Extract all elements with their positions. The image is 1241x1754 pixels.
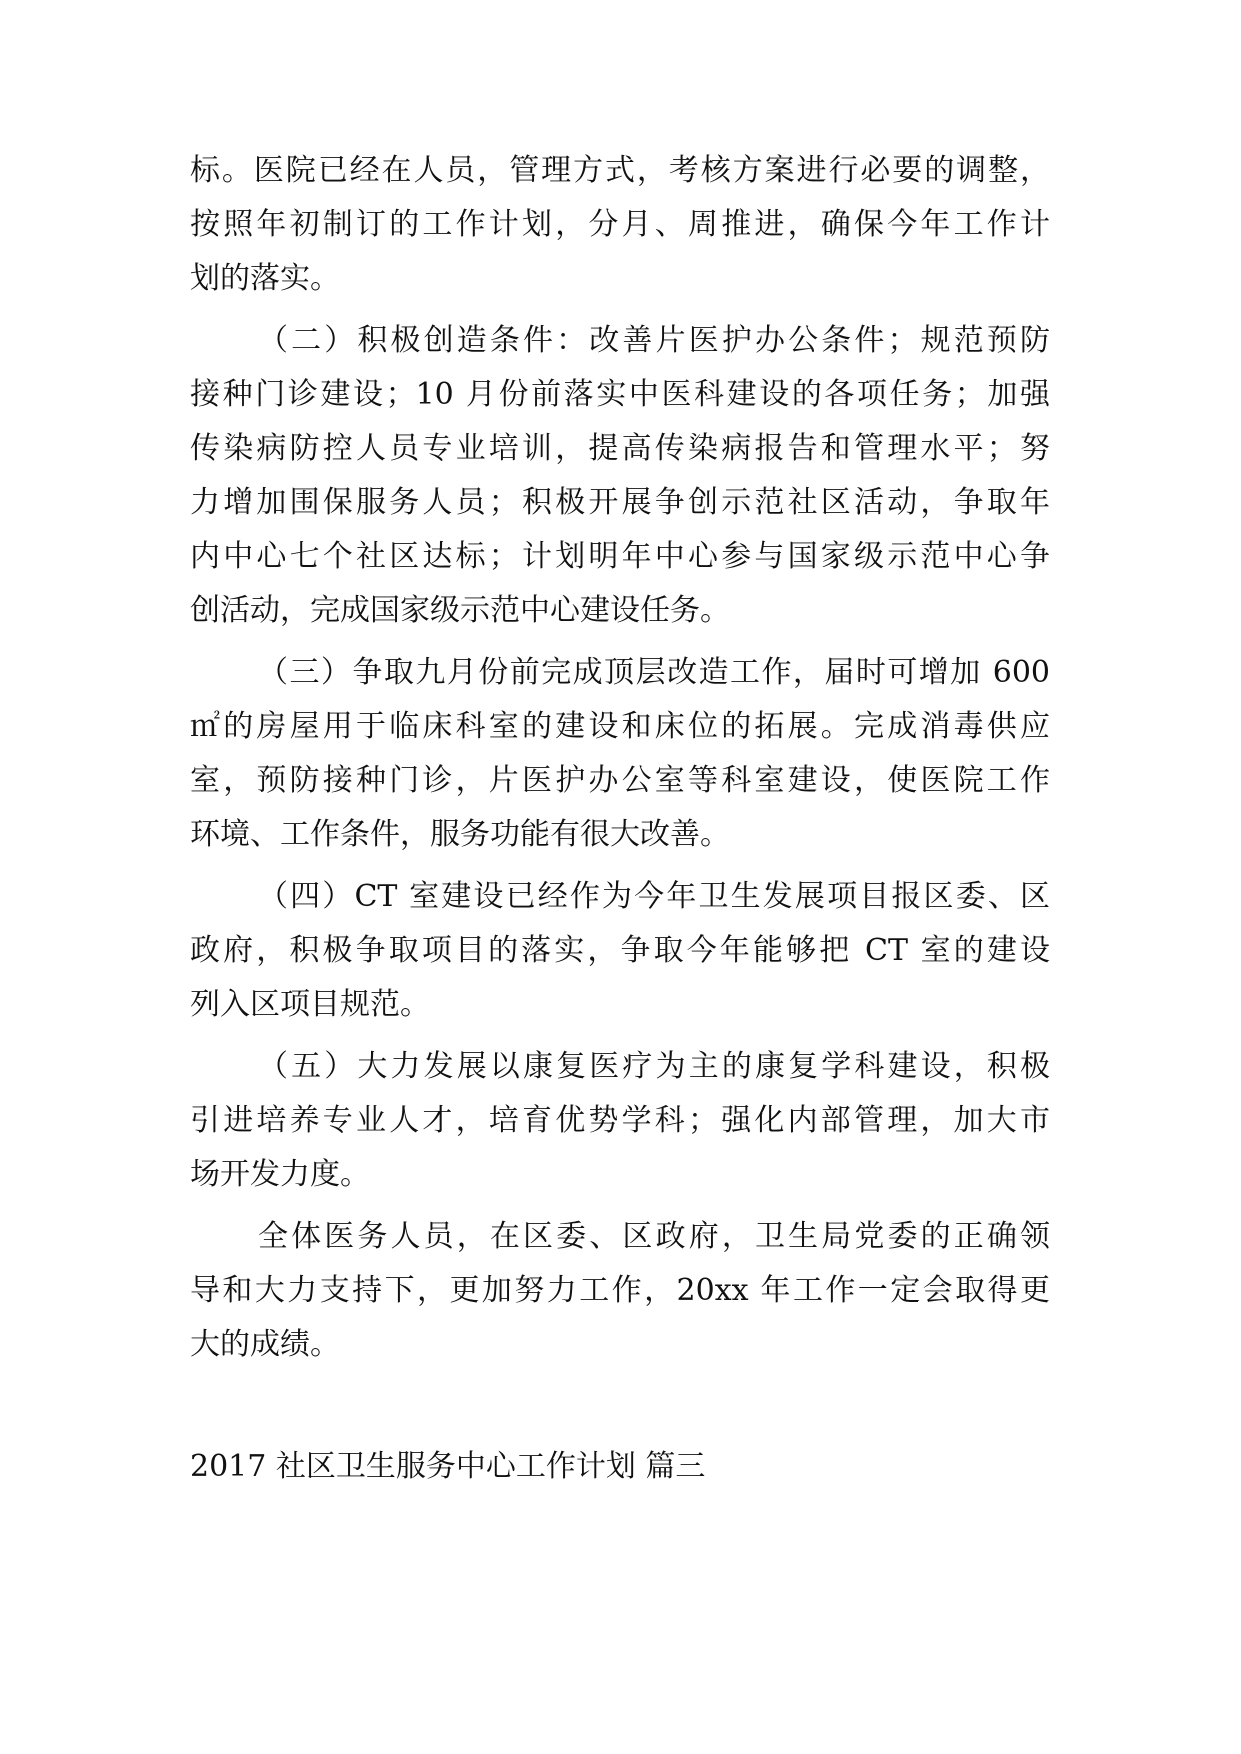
paragraph-line: （四）CT 室建设已经作为今年卫生发展项目报区委、区 [258, 879, 1050, 914]
paragraph-line: 划的落实。 [190, 261, 340, 296]
paragraph-line: 列入区项目规范。 [190, 987, 430, 1022]
paragraph-line: 全体医务人员，在区委、区政府，卫生局党委的正确领 [258, 1219, 1050, 1254]
paragraph-line: 导和大力支持下，更加努力工作，20xx 年工作一定会取得更 [190, 1273, 1050, 1308]
paragraph-line: 传染病防控人员专业培训，提高传染病报告和管理水平；努 [190, 431, 1050, 466]
paragraph-line: 按照年初制订的工作计划，分月、周推进，确保今年工作计 [190, 207, 1050, 242]
paragraph-line: 标。医院已经在人员，管理方式，考核方案进行必要的调整， [190, 153, 1050, 188]
paragraph-line: 力增加围保服务人员；积极开展争创示范社区活动，争取年 [190, 485, 1050, 520]
paragraph-line: （三）争取九月份前完成顶层改造工作，届时可增加 600 [258, 655, 1050, 690]
paragraph-line: 环境、工作条件，服务功能有很大改善。 [190, 817, 730, 852]
paragraph-line: 场开发力度。 [190, 1157, 370, 1192]
paragraph-line: 大的成绩。 [190, 1327, 340, 1362]
paragraph-line: 内中心七个社区达标；计划明年中心参与国家级示范中心争 [190, 539, 1050, 574]
paragraph-line: 政府，积极争取项目的落实，争取今年能够把 CT 室的建设 [190, 933, 1050, 968]
paragraph-line: （五）大力发展以康复医疗为主的康复学科建设，积极 [258, 1049, 1050, 1084]
paragraph-line: 引进培养专业人才，培育优势学科；强化内部管理，加大市 [190, 1103, 1050, 1138]
paragraph-line: （二）积极创造条件：改善片医护办公条件；规范预防 [258, 323, 1050, 358]
section-heading: 2017 社区卫生服务中心工作计划 篇三 [190, 1449, 706, 1484]
paragraph-line: 接种门诊建设；10 月份前落实中医科建设的各项任务；加强 [190, 377, 1050, 412]
paragraph-line: 室，预防接种门诊，片医护办公室等科室建设，使医院工作 [190, 763, 1050, 798]
paragraph-line: ㎡的房屋用于临床科室的建设和床位的拓展。完成消毒供应 [190, 709, 1050, 744]
paragraph-line: 创活动，完成国家级示范中心建设任务。 [190, 593, 730, 628]
